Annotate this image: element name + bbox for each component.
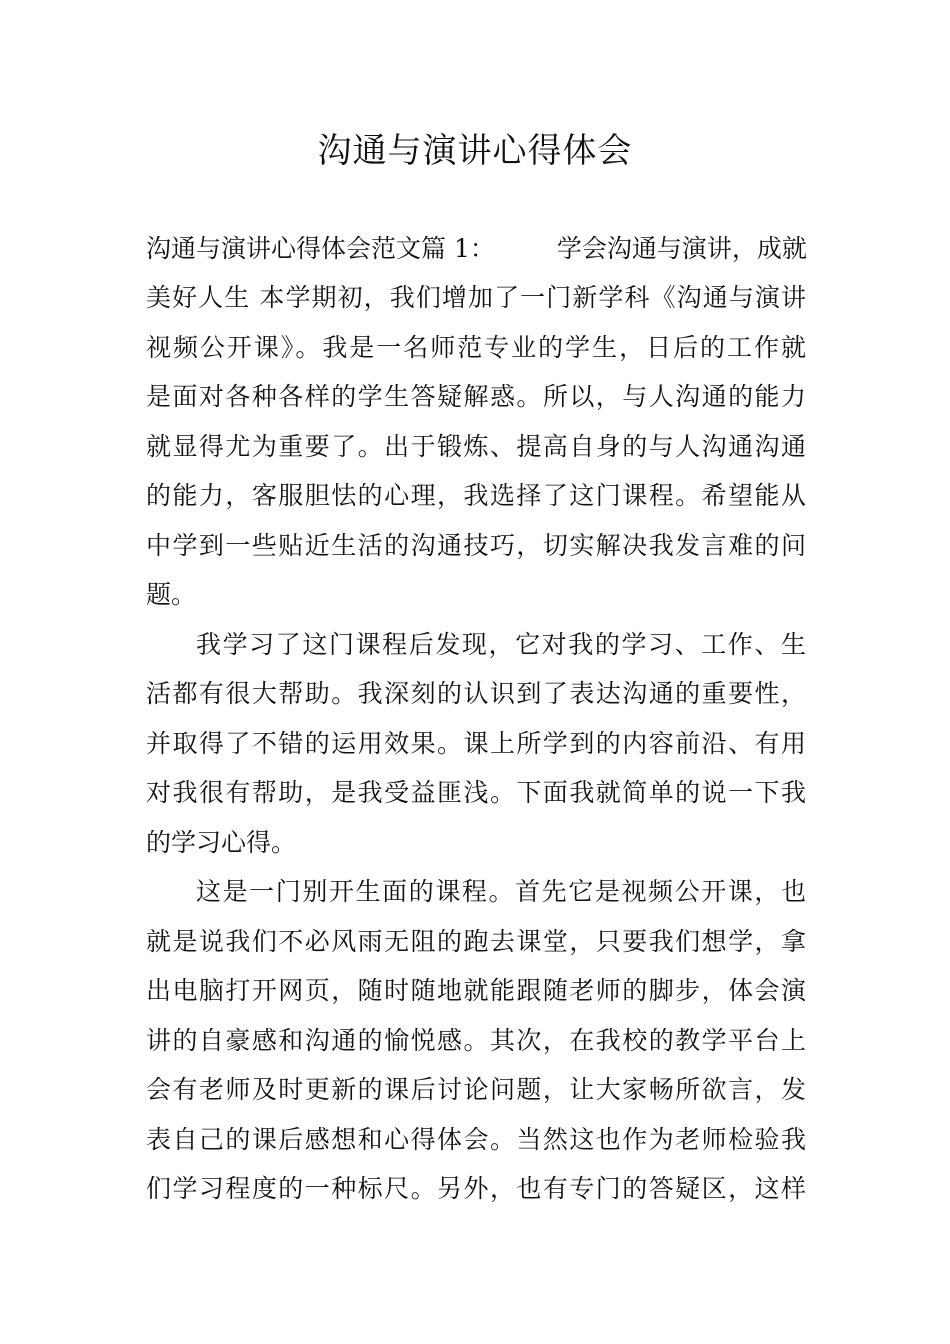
paragraph-3-line-7: 们学习程度的一种标尺。另外，也有专门的答疑区，这样: [146, 1174, 806, 1203]
paragraph-1-line-5: 就显得尤为重要了。出于锻炼、提高自身的与人沟通沟通: [146, 432, 806, 461]
paragraph-1-line-2: 美好人生 本学期初，我们增加了一门新学科《沟通与演讲: [146, 283, 806, 312]
paragraph-1-line-7: 中学到一些贴近生活的沟通技巧，切实解决我发言难的问: [146, 531, 806, 560]
paragraph-2-line-1: 我学习了这门课程后发现，它对我的学习、工作、生: [196, 630, 806, 659]
paragraph-3-line-5: 会有老师及时更新的课后讨论问题，让大家畅所欲言，发: [146, 1075, 806, 1104]
article-label: 沟通与演讲心得体会范文篇 1：: [146, 234, 495, 263]
paragraph-2-line-2: 活都有很大帮助。我深刻的认识到了表达沟通的重要性，: [146, 679, 806, 708]
paragraph-1-line-8: 题。: [146, 580, 197, 609]
paragraph-3-line-1: 这是一门别开生面的课程。首先它是视频公开课，也: [196, 877, 806, 906]
paragraph-3-line-4: 讲的自豪感和沟通的愉悦感。其次，在我校的教学平台上: [146, 1026, 806, 1055]
article-subtitle: 学会沟通与演讲，成就: [556, 234, 807, 263]
paragraph-1-line-6: 的能力，客服胆怯的心理，我选择了这门课程。希望能从: [146, 481, 806, 510]
paragraph-2-line-3: 并取得了不错的运用效果。课上所学到的内容前沿、有用: [146, 729, 806, 758]
paragraph-1-line-1: [146, 231, 806, 267]
paragraph-1-line-4: 是面对各种各样的学生答疑解惑。所以，与人沟通的能力: [146, 382, 806, 411]
document-title: 沟通与演讲心得体会: [317, 131, 633, 171]
paragraph-2-line-4: 对我很有帮助，是我受益匪浅。下面我就简单的说一下我: [146, 778, 806, 807]
paragraph-3-line-3: 出电脑打开网页，随时随地就能跟随老师的脚步，体会演: [146, 976, 806, 1005]
paragraph-1-line-3: 视频公开课》。我是一名师范专业的学生，日后的工作就: [146, 333, 806, 362]
paragraph-3-line-6: 表自己的课后感想和心得体会。当然这也作为老师检验我: [146, 1125, 806, 1154]
paragraph-3-line-2: 就是说我们不必风雨无阻的跑去课堂，只要我们想学，拿: [146, 927, 806, 956]
paragraph-2-line-5: 的学习心得。: [146, 828, 297, 857]
